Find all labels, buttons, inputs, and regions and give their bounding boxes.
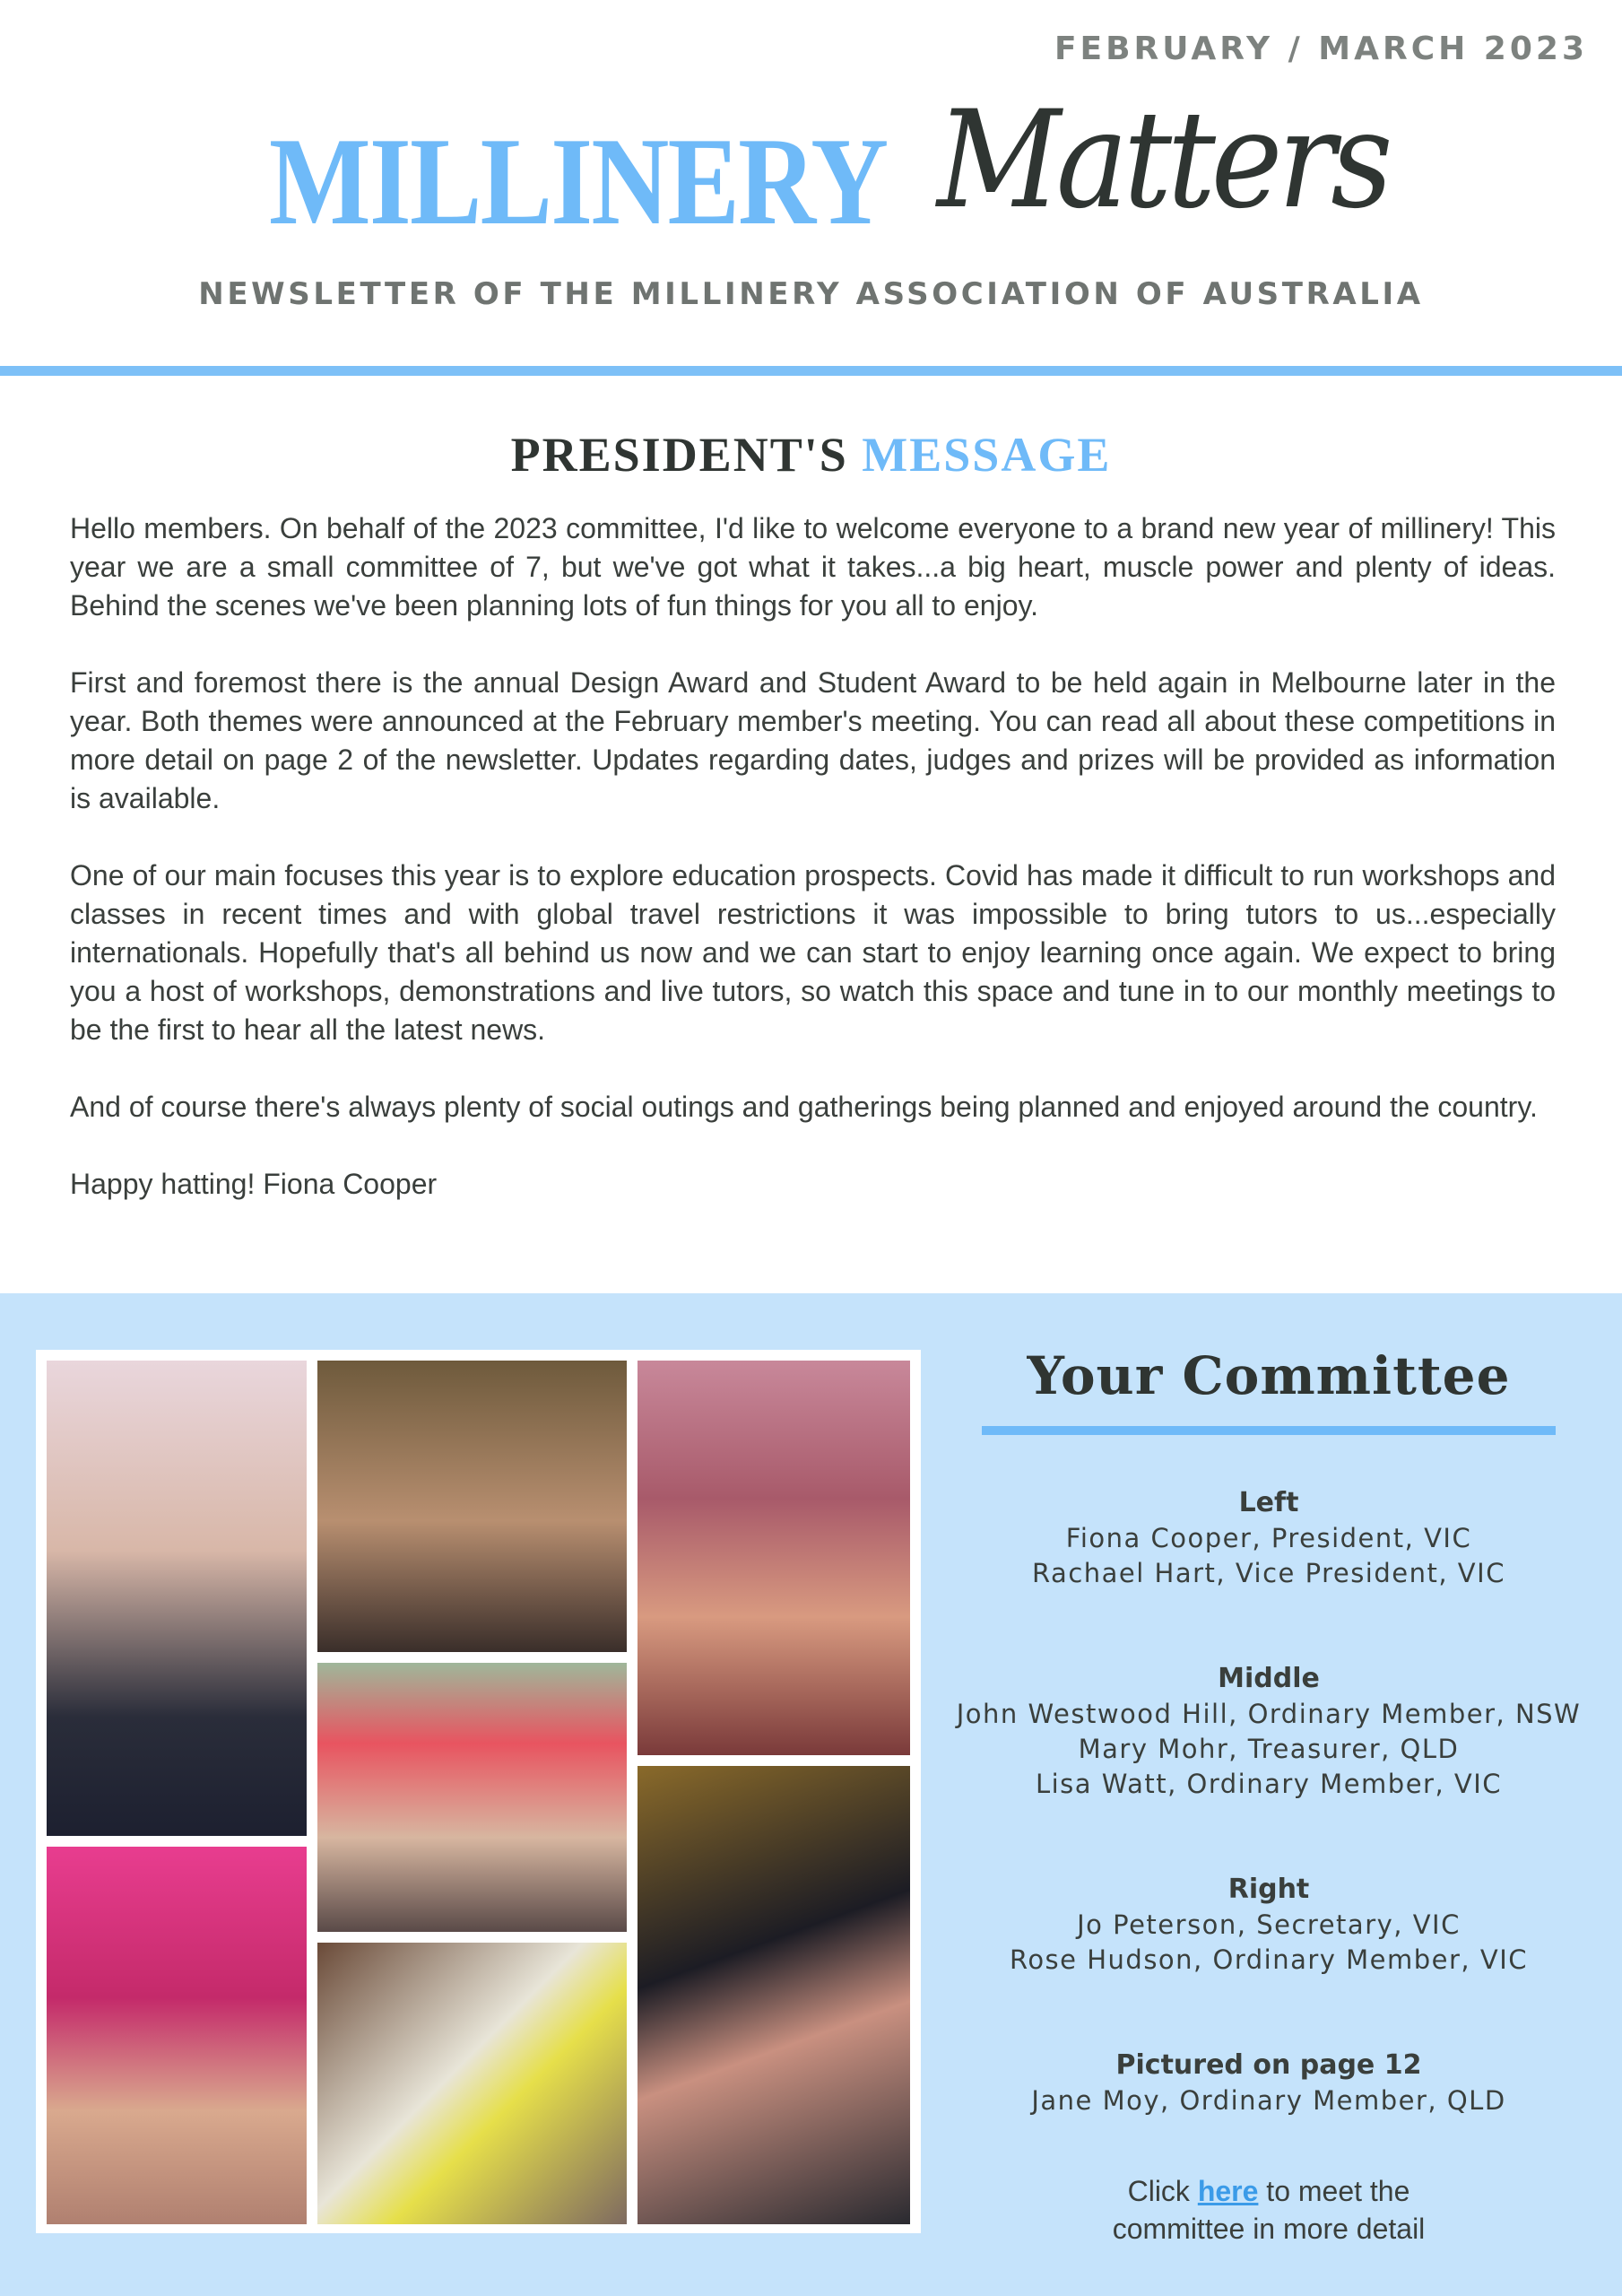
member: Rose Hudson, Ordinary Member, VIC — [1009, 1944, 1529, 1975]
member: Mary Mohr, Treasurer, QLD — [1078, 1734, 1460, 1764]
member: Jo Peterson, Secretary, VIC — [1077, 1909, 1461, 1940]
group-heading: Pictured on page 12 — [1115, 2049, 1422, 2081]
committee-title: Your Committee — [1027, 1345, 1511, 1406]
heading-part-2: MESSAGE — [862, 428, 1112, 482]
member: Fiona Cooper, President, VIC — [1065, 1523, 1472, 1553]
photo-rose-hudson — [638, 1766, 910, 2224]
paragraph: Hello members. On behalf of the 2023 committee, I'd like to welcome everyone to a brand new year of millinery! This year we are a small committee of 7, but we've got what it takes...a big heart, muscle power and plenty of ideas. Behind the scenes we've been planning lots of fun things for you all to enjoy. — [70, 512, 1556, 622]
title-millinery: MILLINERY — [269, 112, 888, 251]
group-heading: Left — [1238, 1487, 1299, 1518]
group-pictured — [950, 2048, 1587, 2118]
paragraph: One of our main focuses this year is to explore education prospects. Covid has made it difficult to run workshops and classes in recent times and with global travel restrictions it was impossible to bring tutors to us...especially internationals. Hopefully that's all behind us now and we can start to enjoy learning once again. We expect to bring you a host of workshops, demonstrations and live tutors, so watch this space and tune in to our monthly meetings to be the first to hear all the latest news. — [70, 859, 1556, 1046]
signoff: Happy hatting! Fiona Cooper — [70, 1168, 438, 1200]
committee-photo-collage — [36, 1350, 921, 2233]
group-heading: Middle — [1218, 1663, 1320, 1694]
photo-jo-peterson — [638, 1361, 910, 1755]
photo-lisa-watt — [317, 1943, 627, 2224]
heading-part-1: PRESIDENT'S — [510, 428, 848, 482]
group-right — [950, 1872, 1587, 1978]
photo-rachael-hart — [47, 1847, 307, 2224]
photo-mary-mohr — [317, 1663, 627, 1932]
committee-divider — [982, 1426, 1556, 1435]
presidents-message-heading — [0, 427, 1622, 483]
group-left — [950, 1485, 1587, 1591]
click-prefix: Click — [1127, 2175, 1190, 2207]
committee-list — [950, 1345, 1587, 2248]
member: Jane Moy, Ordinary Member, QLD — [1031, 2085, 1506, 2116]
group-heading: Right — [1227, 1874, 1310, 1905]
here-link[interactable]: here — [1197, 2175, 1259, 2207]
title-matters: Matters — [937, 83, 1389, 239]
divider — [0, 366, 1622, 376]
click-suffix: to meet the — [1266, 2175, 1410, 2207]
issue-date: FEBRUARY / MARCH 2023 — [1054, 30, 1588, 67]
click-line-2: committee in more detail — [1112, 2213, 1426, 2245]
paragraph: First and foremost there is the annual Design Award and Student Award to be held again in Melbourne later in the year. Both themes were announced at the February member's meeting. You can read all about these competitions in more detail on page 2 of the newsletter. Updates regarding dates, judges and prizes will be provided as information is available. — [70, 666, 1556, 814]
paragraph: And of course there's always plenty of social outings and gatherings being planned and enjoyed around the country. — [70, 1091, 1538, 1123]
photo-john-westwood-hill — [317, 1361, 627, 1652]
member: Lisa Watt, Ordinary Member, VIC — [1035, 1769, 1503, 1799]
masthead — [269, 83, 1435, 260]
meet-committee-text — [950, 2172, 1587, 2248]
member: John Westwood Hill, Ordinary Member, NSW — [956, 1699, 1582, 1729]
subtitle: NEWSLETTER OF THE MILLINERY ASSOCIATION OF AUSTRALIA — [198, 276, 1424, 312]
group-middle — [950, 1661, 1587, 1802]
presidents-message-body — [70, 509, 1556, 1242]
member: Rachael Hart, Vice President, VIC — [1032, 1558, 1505, 1588]
photo-fiona-cooper — [47, 1361, 307, 1836]
